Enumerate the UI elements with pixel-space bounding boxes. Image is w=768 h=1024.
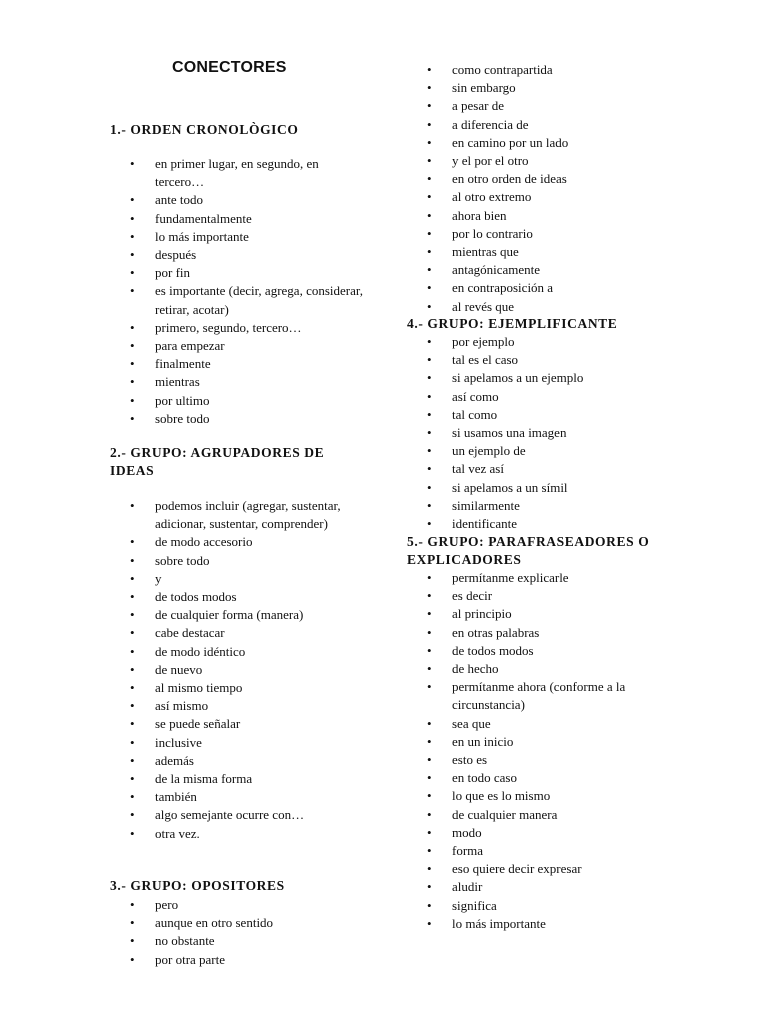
list-item: • similarmente	[427, 497, 667, 515]
connector-list-opositores-continued	[427, 61, 667, 316]
list-item: • en primer lugar, en segundo, en tercero…	[130, 155, 368, 191]
list-item: • antagónicamente	[427, 261, 667, 279]
list-item: • tal como	[427, 406, 667, 424]
list-item: • tal vez así	[427, 460, 667, 478]
list-item: • de la misma forma	[130, 770, 368, 788]
list-item: • otra vez.	[130, 825, 368, 843]
list-item: • en todo caso	[427, 769, 667, 787]
list-item: • permítanme ahora (conforme a la circunstancia)	[427, 678, 667, 714]
list-item: • finalmente	[130, 355, 368, 373]
list-item: • a diferencia de	[427, 116, 667, 134]
list-item: • identificante	[427, 515, 667, 533]
connector-list-parafraseadores	[427, 569, 667, 933]
list-item: • al mismo tiempo	[130, 679, 368, 697]
list-item: • de todos modos	[130, 588, 368, 606]
list-item: • ante todo	[130, 191, 368, 209]
list-item: • aludir	[427, 878, 667, 896]
list-item: • y el por el otro	[427, 152, 667, 170]
list-item: • esto es	[427, 751, 667, 769]
list-item: • ahora bien	[427, 207, 667, 225]
list-item: • mientras que	[427, 243, 667, 261]
list-item: • en otras palabras	[427, 624, 667, 642]
list-item: • podemos incluir (agregar, sustentar, adicionar, sustentar, comprender)	[130, 497, 368, 533]
list-item: • si apelamos a un ejemplo	[427, 369, 667, 387]
list-item: • no obstante	[130, 932, 368, 950]
section-heading-agrupadores: 2.- GRUPO: AGRUPADORES DE IDEAS	[110, 445, 325, 478]
list-item: • al revés que	[427, 298, 667, 316]
list-item: • también	[130, 788, 368, 806]
list-item: • fundamentalmente	[130, 210, 368, 228]
document-title: CONECTORES	[172, 59, 287, 76]
list-item: • a pesar de	[427, 97, 667, 115]
connector-list-opositores	[130, 896, 368, 969]
list-item: • además	[130, 752, 368, 770]
list-item: • al otro extremo	[427, 188, 667, 206]
connector-list-ejemplificante	[427, 333, 667, 533]
list-item: • de modo accesorio	[130, 533, 368, 551]
list-item: • aunque en otro sentido	[130, 914, 368, 932]
list-item: • eso quiere decir expresar	[427, 860, 667, 878]
list-item: • significa	[427, 897, 667, 915]
list-item: • sobre todo	[130, 552, 368, 570]
list-item: • de hecho	[427, 660, 667, 678]
list-item: • por fin	[130, 264, 368, 282]
list-item: • es importante (decir, agrega, considerar, retirar, acotar)	[130, 282, 368, 318]
list-item: • al principio	[427, 605, 667, 623]
list-item: • como contrapartida	[427, 61, 667, 79]
list-item: • por ultimo	[130, 392, 368, 410]
list-item: • un ejemplo de	[427, 442, 667, 460]
list-item: • sin embargo	[427, 79, 667, 97]
list-item: • lo que es lo mismo	[427, 787, 667, 805]
list-item: • de todos modos	[427, 642, 667, 660]
connector-list-agrupadores	[130, 497, 368, 843]
list-item: • así como	[427, 388, 667, 406]
section-heading-parafraseadores: 5.- GRUPO: PARAFRASEADORES O EXPLICADORES	[407, 534, 650, 567]
list-item: • en camino por un lado	[427, 134, 667, 152]
list-item: • por lo contrario	[427, 225, 667, 243]
list-item: • primero, segundo, tercero…	[130, 319, 368, 337]
list-item: • lo más importante	[427, 915, 667, 933]
list-item: • lo más importante	[130, 228, 368, 246]
list-item: • en otro orden de ideas	[427, 170, 667, 188]
list-item: • pero	[130, 896, 368, 914]
list-item: • de cualquier forma (manera)	[130, 606, 368, 624]
list-item: • para empezar	[130, 337, 368, 355]
list-item: • cabe destacar	[130, 624, 368, 642]
list-item: • si apelamos a un símil	[427, 479, 667, 497]
list-item: • en un inicio	[427, 733, 667, 751]
list-item: • por otra parte	[130, 951, 368, 969]
list-item: • se puede señalar	[130, 715, 368, 733]
list-item: • de cualquier manera	[427, 806, 667, 824]
list-item: • es decir	[427, 587, 667, 605]
section-heading-ejemplificante: 4.- GRUPO: EJEMPLIFICANTE	[407, 316, 618, 331]
list-item: • de modo idéntico	[130, 643, 368, 661]
list-item: • inclusive	[130, 734, 368, 752]
list-item: • después	[130, 246, 368, 264]
list-item: • sea que	[427, 715, 667, 733]
list-item: • modo	[427, 824, 667, 842]
list-item: • y	[130, 570, 368, 588]
list-item: • así mismo	[130, 697, 368, 715]
list-item: • sobre todo	[130, 410, 368, 428]
list-item: • tal es el caso	[427, 351, 667, 369]
section-heading-opositores: 3.- GRUPO: OPOSITORES	[110, 878, 285, 893]
list-item: • algo semejante ocurre con…	[130, 806, 368, 824]
list-item: • por ejemplo	[427, 333, 667, 351]
list-item: • si usamos una imagen	[427, 424, 667, 442]
list-item: • mientras	[130, 373, 368, 391]
connector-list-orden-cronologico	[130, 155, 368, 428]
list-item: • permítanme explicarle	[427, 569, 667, 587]
list-item: • en contraposición a	[427, 279, 667, 297]
list-item: • forma	[427, 842, 667, 860]
list-item: • de nuevo	[130, 661, 368, 679]
section-heading-orden-cronologico: 1.- ORDEN CRONOLÒGICO	[110, 122, 299, 137]
